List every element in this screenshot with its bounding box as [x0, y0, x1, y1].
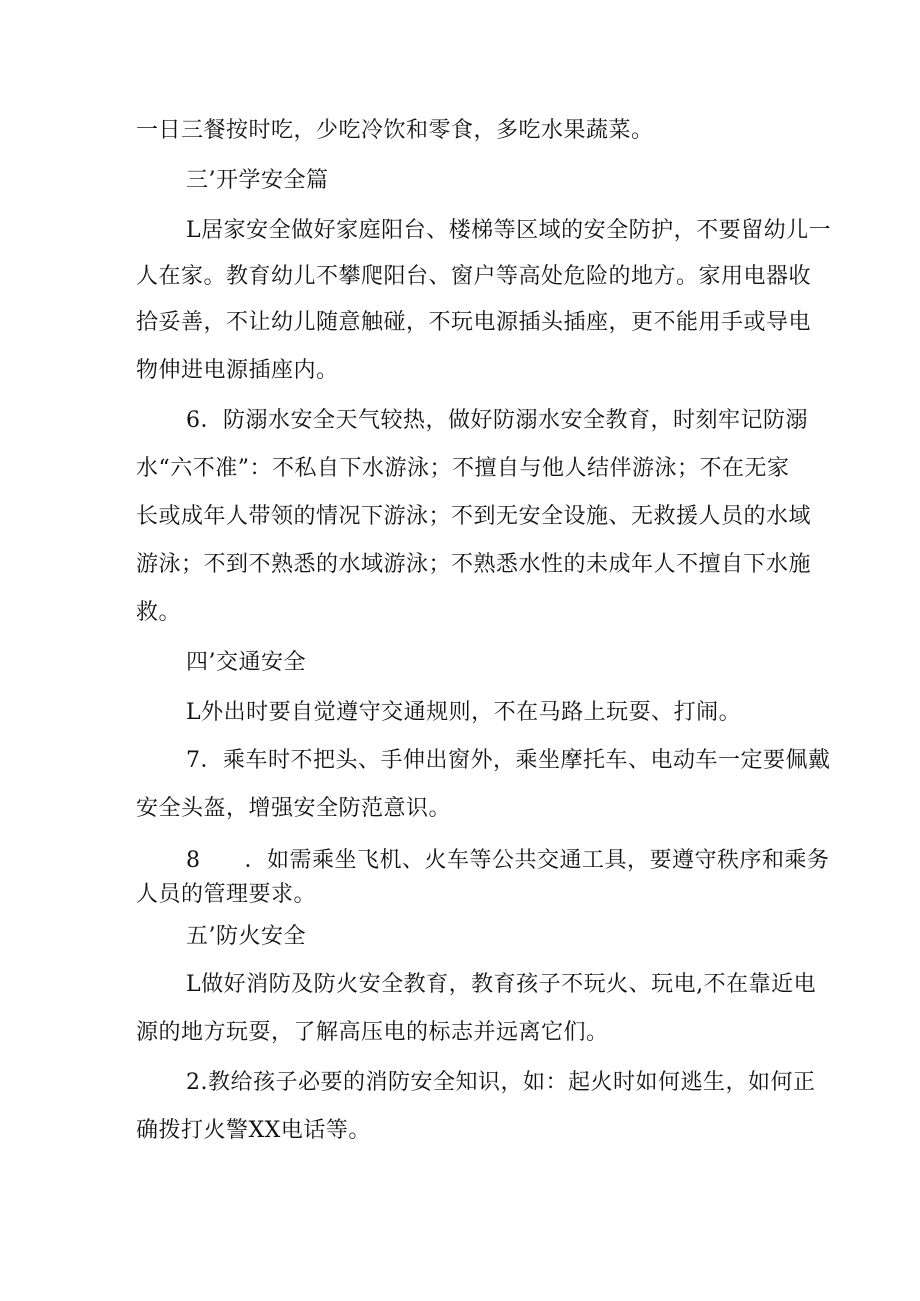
paragraph-line: L外出时要自觉遵守交通规则，不在马路上玩耍、打闹。	[186, 700, 742, 725]
paragraph-line: 人在家。教育幼儿不攀爬阳台、窗户等高处危险的地方。家用电器收	[136, 264, 812, 289]
paragraph-line: 2.教给孩子必要的消防安全知识，如：起火时如何逃生，如何正	[186, 1070, 816, 1095]
paragraph-line: 救。	[136, 600, 182, 625]
paragraph-line: 一日三餐按时吃，少吃冷饮和零食，多吃水果蔬菜。	[136, 118, 654, 143]
paragraph-line: 确拨打火警XX电话等。	[136, 1118, 371, 1143]
paragraph-line: 拾妥善，不让幼儿随意触碰，不玩电源插头插座，更不能用手或导电	[136, 310, 812, 335]
paragraph-line: L居家安全做好家庭阳台、楼梯等区域的安全防护，不要留幼儿一	[186, 218, 832, 243]
paragraph-line: 7．乘车时不把头、手伸出窗外，乘坐摩托车、电动车一定要佩戴	[186, 748, 831, 773]
paragraph-line: L做好消防及防火安全教育，教育孩子不玩火、玩电,不在靠近电	[186, 972, 817, 997]
paragraph-line: 物伸进电源插座内。	[136, 358, 339, 383]
paragraph-line: 游泳；不到不熟悉的水域游泳；不熟悉水性的未成年人不擅自下水施	[136, 552, 812, 577]
list-number: 8	[186, 848, 201, 873]
list-item-text: ．如需乘坐飞机、火车等公共交通工具，要遵守秩序和乘务	[244, 848, 830, 873]
section-heading: 四’交通安全	[186, 650, 306, 675]
paragraph-line	[186, 846, 830, 876]
section-heading: 三’开学安全篇	[186, 168, 329, 193]
paragraph-line: 6．防溺水安全天气较热，做好防溺水安全教育，时刻牢记防溺	[186, 408, 808, 433]
section-heading: 五’防火安全	[186, 924, 306, 949]
paragraph-line: 安全头盔，增强安全防范意识。	[136, 796, 452, 821]
paragraph-line: 水“六不准”：不私自下水游泳；不擅自与他人结伴游泳；不在无家	[136, 456, 790, 481]
paragraph-line: 人员的管理要求。	[136, 882, 317, 907]
paragraph-line: 长或成年人带领的情况下游泳；不到无安全设施、无救援人员的水域	[136, 504, 812, 529]
paragraph-line: 源的地方玩耍，了解高压电的标志并远离它们。	[136, 1020, 609, 1045]
